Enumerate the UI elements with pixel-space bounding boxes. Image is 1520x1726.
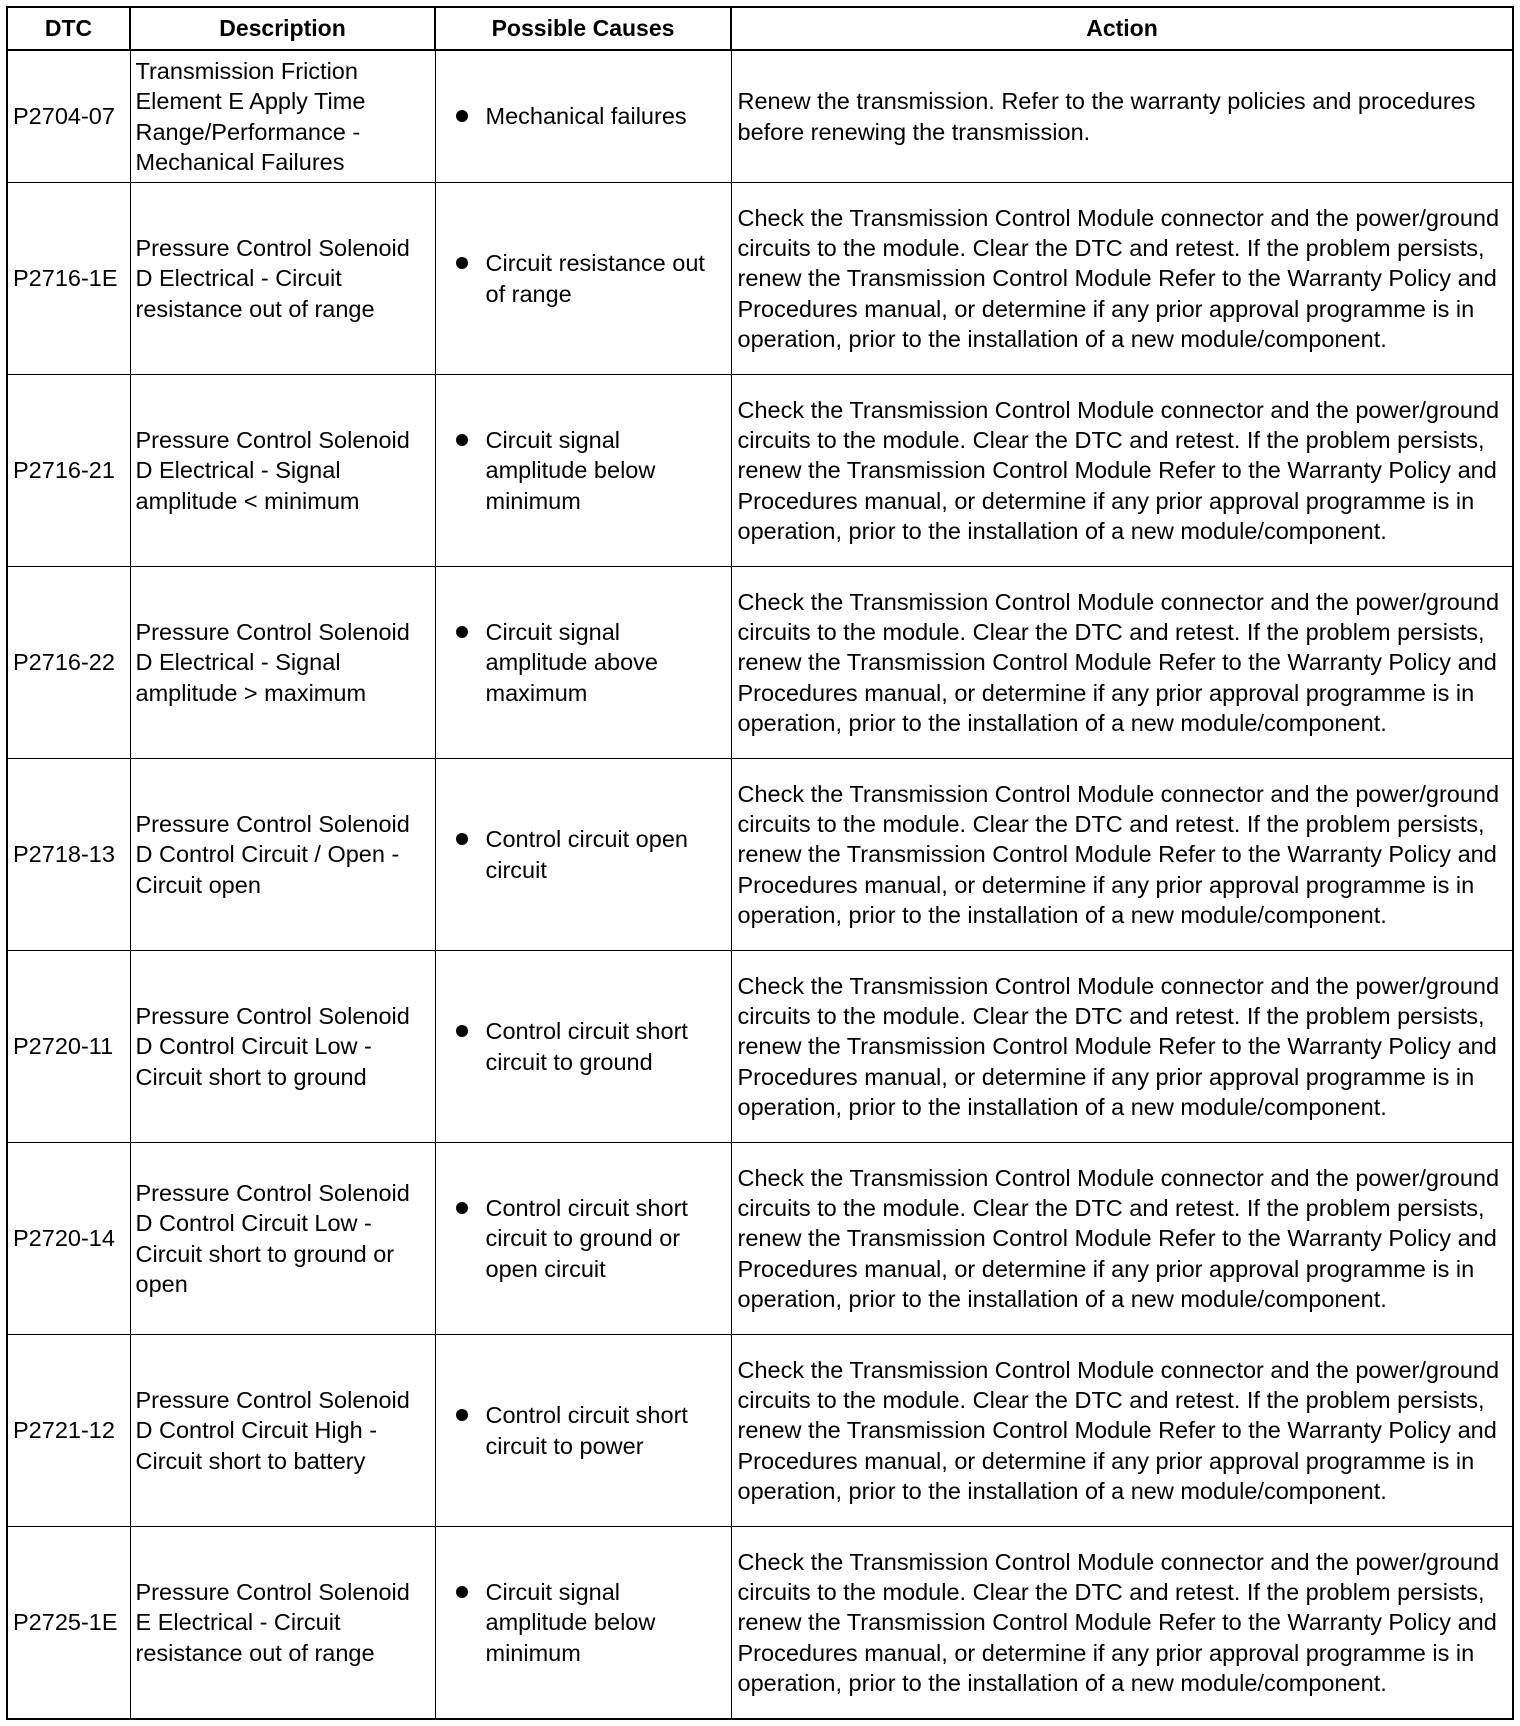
dtc-description: Pressure Control Solenoid D Electrical - Circuit resistance out of range bbox=[130, 183, 435, 375]
dtc-code: P2716-22 bbox=[7, 567, 130, 759]
header-description: Description bbox=[130, 7, 435, 50]
dtc-action: Check the Transmission Control Module connector and the power/ground circuits to the module. Clear the DTC and retest. If the problem persists, renew the Transmission Control Module Refer to the Warranty Policy and Procedures manual, or determine if any prior approval programme is in operation, prior to the installation of a new module/component. bbox=[731, 375, 1513, 567]
possible-cause: Circuit signal amplitude below minimum bbox=[485, 427, 656, 514]
dtc-description: Pressure Control Solenoid D Control Circuit High - Circuit short to battery bbox=[130, 1335, 435, 1527]
dtc-code: P2716-21 bbox=[7, 375, 130, 567]
possible-cause-cell bbox=[435, 759, 731, 951]
possible-cause: Circuit signal amplitude above maximum bbox=[485, 619, 658, 706]
bullet-icon bbox=[456, 110, 468, 122]
dtc-description: Pressure Control Solenoid D Control Circuit / Open - Circuit open bbox=[130, 759, 435, 951]
possible-cause-cell bbox=[435, 1335, 731, 1527]
dtc-action: Check the Transmission Control Module connector and the power/ground circuits to the module. Clear the DTC and retest. If the problem persists, renew the Transmission Control Module Refer to the Warranty Policy and Procedures manual, or determine if any prior approval programme is in operation, prior to the installation of a new module/component. bbox=[731, 951, 1513, 1143]
possible-cause: Control circuit short circuit to ground bbox=[485, 1018, 688, 1075]
bullet-icon bbox=[456, 257, 468, 269]
table-row bbox=[7, 759, 1513, 951]
dtc-description: Pressure Control Solenoid D Electrical - Signal amplitude > maximum bbox=[130, 567, 435, 759]
dtc-code: P2720-11 bbox=[7, 951, 130, 1143]
dtc-description: Pressure Control Solenoid E Electrical - Circuit resistance out of range bbox=[130, 1527, 435, 1720]
header-possible-causes: Possible Causes bbox=[435, 7, 731, 50]
table-row bbox=[7, 375, 1513, 567]
dtc-description: Pressure Control Solenoid D Electrical - Signal amplitude < minimum bbox=[130, 375, 435, 567]
possible-cause-cell bbox=[435, 951, 731, 1143]
table-row bbox=[7, 951, 1513, 1143]
dtc-table bbox=[6, 6, 1514, 1720]
dtc-action: Check the Transmission Control Module connector and the power/ground circuits to the module. Clear the DTC and retest. If the problem persists, renew the Transmission Control Module Refer to the Warranty Policy and Procedures manual, or determine if any prior approval programme is in operation, prior to the installation of a new module/component. bbox=[731, 1143, 1513, 1335]
header-dtc: DTC bbox=[7, 7, 130, 50]
bullet-icon bbox=[456, 1202, 468, 1214]
dtc-description: Transmission Friction Element E Apply Time Range/Performance - Mechanical Failures bbox=[130, 50, 435, 183]
dtc-code: P2721-12 bbox=[7, 1335, 130, 1527]
table-header-row bbox=[7, 7, 1513, 50]
dtc-description: Pressure Control Solenoid D Control Circuit Low - Circuit short to ground or open bbox=[130, 1143, 435, 1335]
bullet-icon bbox=[456, 833, 468, 845]
possible-cause: Control circuit open circuit bbox=[485, 826, 688, 883]
bullet-icon bbox=[456, 1409, 468, 1421]
possible-cause-cell bbox=[435, 375, 731, 567]
bullet-icon bbox=[456, 626, 468, 638]
dtc-action: Check the Transmission Control Module connector and the power/ground circuits to the module. Clear the DTC and retest. If the problem persists, renew the Transmission Control Module Refer to the Warranty Policy and Procedures manual, or determine if any prior approval programme is in operation, prior to the installation of a new module/component. bbox=[731, 1527, 1513, 1720]
table-row bbox=[7, 1143, 1513, 1335]
possible-cause: Mechanical failures bbox=[485, 103, 687, 130]
table-row bbox=[7, 567, 1513, 759]
dtc-code: P2725-1E bbox=[7, 1527, 130, 1720]
bullet-icon bbox=[456, 1025, 468, 1037]
dtc-action: Check the Transmission Control Module connector and the power/ground circuits to the module. Clear the DTC and retest. If the problem persists, renew the Transmission Control Module Refer to the Warranty Policy and Procedures manual, or determine if any prior approval programme is in operation, prior to the installation of a new module/component. bbox=[731, 183, 1513, 375]
dtc-action: Check the Transmission Control Module connector and the power/ground circuits to the module. Clear the DTC and retest. If the problem persists, renew the Transmission Control Module Refer to the Warranty Policy and Procedures manual, or determine if any prior approval programme is in operation, prior to the installation of a new module/component. bbox=[731, 567, 1513, 759]
possible-cause: Circuit signal amplitude below minimum bbox=[485, 1579, 656, 1666]
possible-cause-cell bbox=[435, 183, 731, 375]
possible-cause: Control circuit short circuit to power bbox=[485, 1402, 688, 1459]
dtc-code: P2720-14 bbox=[7, 1143, 130, 1335]
header-action: Action bbox=[731, 7, 1513, 50]
table-row bbox=[7, 183, 1513, 375]
dtc-code: P2704-07 bbox=[7, 50, 130, 183]
possible-cause: Control circuit short circuit to ground or open circuit bbox=[485, 1195, 688, 1282]
table-row bbox=[7, 50, 1513, 183]
possible-cause-cell bbox=[435, 567, 731, 759]
table-row bbox=[7, 1527, 1513, 1720]
bullet-icon bbox=[456, 434, 468, 446]
dtc-description: Pressure Control Solenoid D Control Circuit Low - Circuit short to ground bbox=[130, 951, 435, 1143]
table-row bbox=[7, 1335, 1513, 1527]
bullet-icon bbox=[456, 1586, 468, 1598]
possible-cause-cell bbox=[435, 50, 731, 183]
dtc-code: P2716-1E bbox=[7, 183, 130, 375]
dtc-code: P2718-13 bbox=[7, 759, 130, 951]
possible-cause-cell bbox=[435, 1527, 731, 1720]
dtc-action: Renew the transmission. Refer to the warranty policies and procedures before renewing the transmission. bbox=[731, 50, 1513, 183]
dtc-action: Check the Transmission Control Module connector and the power/ground circuits to the module. Clear the DTC and retest. If the problem persists, renew the Transmission Control Module Refer to the Warranty Policy and Procedures manual, or determine if any prior approval programme is in operation, prior to the installation of a new module/component. bbox=[731, 759, 1513, 951]
possible-cause-cell bbox=[435, 1143, 731, 1335]
possible-cause: Circuit resistance out of range bbox=[485, 250, 705, 307]
dtc-action: Check the Transmission Control Module connector and the power/ground circuits to the module. Clear the DTC and retest. If the problem persists, renew the Transmission Control Module Refer to the Warranty Policy and Procedures manual, or determine if any prior approval programme is in operation, prior to the installation of a new module/component. bbox=[731, 1335, 1513, 1527]
